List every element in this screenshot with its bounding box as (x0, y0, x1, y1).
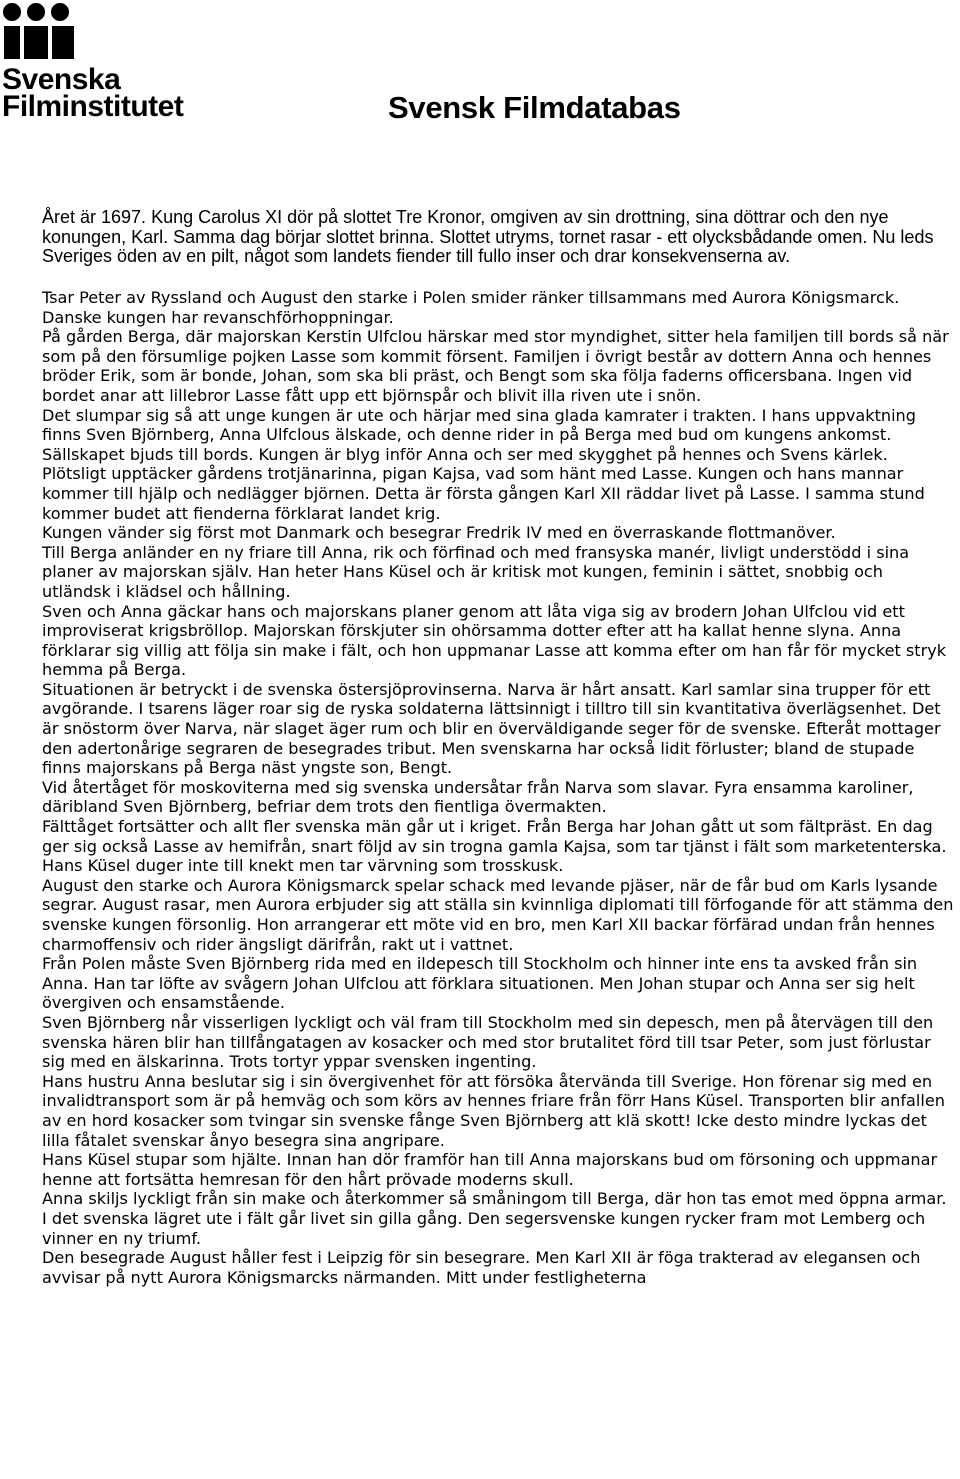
synopsis-paragraph: I det svenska lägret ute i fält går livet sin gilla gång. Den segersvenske kungen rycker fram mot Lemberg och vinner en ny triumf. (42, 1208, 926, 1248)
synopsis-paragraph: Tsar Peter av Ryssland och August den starke i Polen smider ränker tillsammans med Aurora Königsmarck. Danske kungen har revanschförhoppningar. (42, 288, 900, 327)
synopsis-paragraph: Kungen vänder sig först mot Danmark och besegrar Fredrik IV med en överraskande flottmanöver. (42, 523, 836, 543)
intro-text: Året är 1697. Kung Carolus XI dör på slottet Tre Kronor, omgiven av sin drottning, sina döttrar och den nye konungen, Karl. Samma dag börjar slottet brinna. Slottet utryms, tornet rasar - ett olycksbådande omen. Nu leds Sveriges öden av en pilt, något som landets fiender till fullo inser och drar konsekvenserna av. (42, 207, 934, 267)
synopsis-paragraph: Det slumpar sig så att unge kungen är ute och härjar med sina glada kamrater i trakten. I hans uppvaktning finns Sven Björnberg, Anna Ulfclous älskade, och denne rider in på Berga med bud om kungens ankomst. (42, 405, 916, 445)
synopsis-paragraph: På gården Berga, där majorskan Kerstin Ulfclou härskar med stor myndighet, sitter hela familjen till bords så när som på den försumlige pojken Lasse som kommit försent. Familjen i övrigt består av dottern Anna och hennes bröder Erik, som är bonde, Johan, som ska bli präst, och Bengt som ska följa faderns officersbana. Ingen vid bordet anar att lillebror Lasse fått upp ett björnspår och blivit illa riven ute i snön. (42, 327, 949, 405)
site-title: Svensk Filmdatabas (388, 90, 681, 125)
synopsis-paragraph: Situationen är betryckt i de svenska östersjöprovinserna. Narva är hårt ansatt. Karl samlar sina trupper för ett avgörande. I tsarens läger roar sig de ryska soldaterna lättsinnigt i tilltro till sin kvantitativa överlägsenhet. Det är snöstorm över Narva, när slaget äger rum och blir en överväldigande seger för de svenske. Efteråt mottager den adertonårige segraren de besegrades tribut. Men svenskarna har också lidit förluster; bland de stupade finns majorskans på Berga näst yngste son, Bengt. (42, 679, 941, 778)
svenska-filminstitutet-logo[interactable] (2, 2, 198, 124)
synopsis-paragraph: Hans Küsel stupar som hjälte. Innan han dör framför han till Anna majorskans bud om försoning och uppmanar henne att fortsätta hemresan för den hårt prövade moderns skull. (42, 1150, 938, 1189)
synopsis-paragraph: Till Berga anländer en ny friare till Anna, rik och förfinad och med fransyska manér, livligt understödd i sina planer av majorskan själv. Han heter Hans Küsel och är kritisk mot kungen, feminin i sättet, snobbig och utländsk i klädsel och hållning. (42, 542, 910, 601)
synopsis-paragraph: Hans hustru Anna beslutar sig i sin övergivenhet för att försöka återvända till Sverige. Hon förenar sig med en invalidtransport som är på hemväg och som körs av hennes friare från förr Hans Küsel. Transporten blir anfallen av en hord kosacker som tvingar sin svenske fånge Sven Björnberg att klä skott! Icke desto mindre lyckas det lilla fåtalet svenskar ånyo besegra sina angripare. (42, 1071, 945, 1150)
logo-line-filminstitutet: Filminstitutet (2, 90, 184, 123)
synopsis-paragraph: Anna skiljs lyckligt från sin make och återkommer så småningom till Berga, där hon tas emot med öppna armar. (42, 1189, 947, 1209)
synopsis-paragraph: Från Polen måste Sven Björnberg rida med en ildepesch till Stockholm och hinner inte ens ta avsked från sin Anna. Han tar löfte av svågern Johan Ulfclou att förklara situationen. Men Johan stupar och Anna ser sig helt övergiven och ensamstående. (42, 954, 918, 1013)
synopsis-paragraph: Fälttåget fortsätter och allt fler svenska män går ut i kriget. Från Berga har Johan gått ut som fältpräst. En dag ger sig också Lasse av hemifrån, snart följd av sin trogna gamla Kajsa, som tar tjänst i fält som marketenterska. Hans Küsel duger inte till knekt men tar värvning som trosskusk. (42, 817, 947, 876)
synopsis-paragraph: Den besegrade August håller fest i Leipzig för sin besegrare. Men Karl XII är föga trakterad av elegansen och avvisar på nytt Aurora Königsmarcks närmanden. Mitt under festligheterna (42, 1248, 921, 1287)
intro-paragraph (42, 208, 947, 267)
logo-mark-icon (2, 2, 82, 60)
synopsis-paragraph: Sällskapet bjuds till bords. Kungen är blyg inför Anna och ser med skygghet på hennes och Svens kärlek. Plötsligt upptäcker gårdens trotjänarinna, pigan Kajsa, vad som hänt med Lasse. Kungen och hans mannar kommer till hjälp och nedlägger björnen. Detta är första gången Karl XII räddar livet på Lasse. I samma stund kommer budet att fienderna förklarat landet krig. (42, 444, 925, 523)
synopsis-body (42, 288, 954, 1287)
synopsis-paragraph: Sven Björnberg når visserligen lyckligt och väl fram till Stockholm med sin depesch, men på återvägen till den svenska hären blir han tillfångatagen av kosacker och med stor brutalitet förd till tsar Peter, som just förlustar sig med en älskarinna. Trots tortyr yppar svensken ingenting. (42, 1012, 934, 1072)
logo-wordmark (2, 63, 184, 123)
synopsis-paragraph: August den starke och Aurora Königsmarck spelar schack med levande pjäser, när de får bud om Karls lysande segrar. August rasar, men Aurora erbjuder sig att ställa sin kvinnliga diplomati till förfogande för att stämma den svenske kungen försonlig. Hon arrangerar ett möte vid en bro, men Karl XII backar förfärad undan från hennes charmoffensiv och rider ängsligt därifrån, rakt ut i vattnet. (42, 875, 954, 954)
synopsis-paragraph: Vid återtåget för moskoviterna med sig svenska undersåtar från Narva som slavar. Fyra ensamma karoliner, däribland Sven Björnberg, befriar dem trots den fientliga övermakten. (42, 777, 914, 817)
logo-line-svenska: Svenska (2, 63, 121, 96)
synopsis-paragraph: Sven och Anna gäckar hans och majorskans planer genom att låta viga sig av brodern Johan Ulfclou vid ett improviserat krigsbröllop. Majorskan förskjuter sin ohörsamma dotter efter att ha kallat henne slyna. Anna förklarar sig villig att följa sin make i fält, och hon uppmanar Lasse att komma efter om han får för mycket stryk hemma på Berga. (42, 601, 947, 680)
